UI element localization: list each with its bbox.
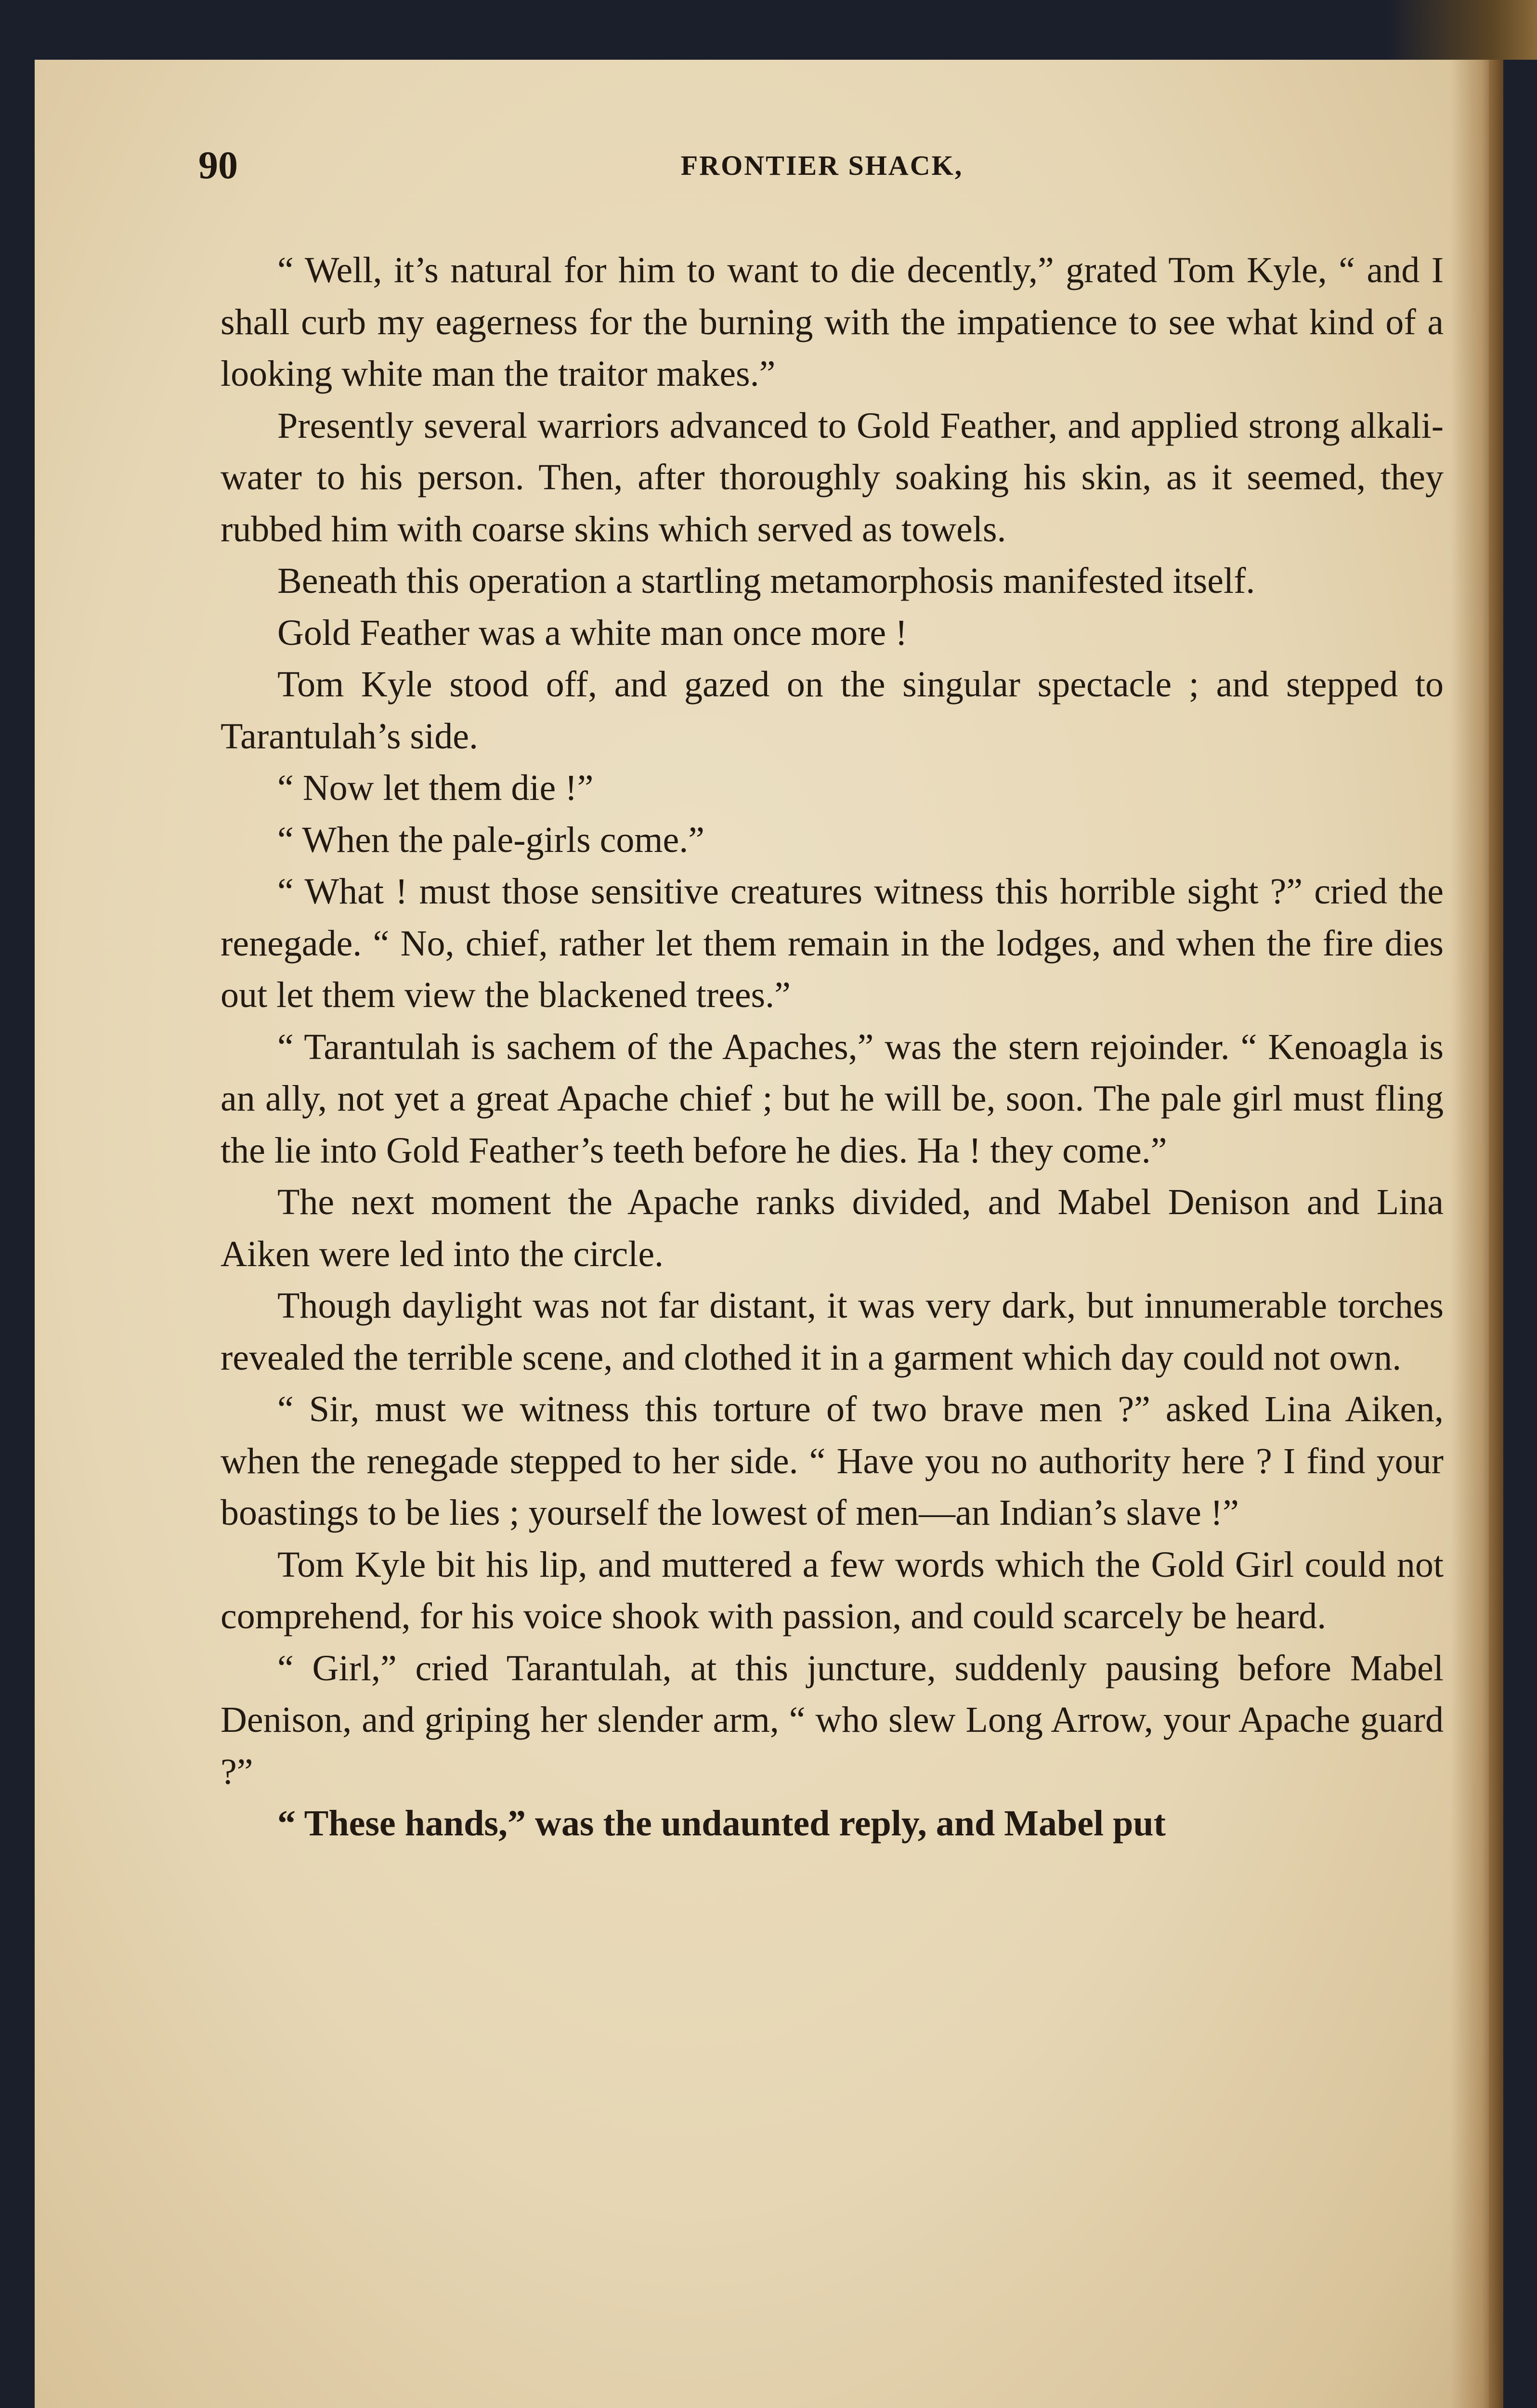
- paragraph: Presently several warriors advanced to Gold Feather, and applied strong alkali-water to his person. Then, after thoroughly soaking his skin, as it seemed, they rubbed him with coarse skins which served as towels.: [221, 405, 1444, 550]
- page-header: [198, 143, 1446, 196]
- paragraph: “ These hands,” was the undaunted reply, and Mabel put: [277, 1803, 1166, 1844]
- paragraph: Tom Kyle stood off, and gazed on the singular spectacle ; and stepped to Tarantulah’s side.: [221, 664, 1444, 757]
- page-number: 90: [198, 143, 238, 187]
- paragraph: Though daylight was not far distant, it was very dark, but innumerable torches revealed the terrible scene, and clothed it in a garment which day could not own.: [221, 1285, 1444, 1378]
- paragraph: “ Sir, must we witness this torture of two brave men ?” asked Lina Aiken, when the renegade stepped to her side. “ Have you no authority here ? I find your boastings to be lies ; yourself the lowest of men—an Indian’s slave !”: [221, 1389, 1444, 1533]
- paragraph: “ Tarantulah is sachem of the Apaches,” was the stern rejoinder. “ Kenoagla is an ally, not yet a great Apache chief ; but he will be, soon. The pale girl must fling the lie into Gold Feather’s teeth before he dies. Ha ! they come.”: [221, 1026, 1444, 1171]
- paragraph: “ Girl,” cried Tarantulah, at this juncture, suddenly pausing before Mabel Denison, and griping her slender arm, “ who slew Long Arrow, your Apache guard ?”: [221, 1648, 1444, 1792]
- paragraph: Gold Feather was a white man once more !: [277, 612, 908, 653]
- book-edge: [1387, 0, 1537, 60]
- body-text: [221, 245, 1444, 1850]
- running-head: FRONTIER SHACK,: [680, 150, 964, 181]
- paragraph: “ What ! must those sensitive creatures witness this horrible sight ?” cried the renegade. “ No, chief, rather let them remain in the lodges, and when the fire dies out let them view the blackened trees.”: [221, 871, 1444, 1015]
- paragraph: Beneath this operation a startling metamorphosis manifested itself.: [277, 561, 1255, 601]
- paragraph: “ When the pale-girls come.”: [277, 819, 704, 860]
- paragraph: “ Well, it’s natural for him to want to die decently,” grated Tom Kyle, “ and I shall curb my eagerness for the burning with the impatience to see what kind of a looking white man the traitor makes.”: [221, 250, 1444, 394]
- paragraph: Tom Kyle bit his lip, and muttered a few words which the Gold Girl could not comprehend, for his voice shook with passion, and could scarcely be heard.: [221, 1544, 1444, 1636]
- paragraph: The next moment the Apache ranks divided, and Mabel Denison and Lina Aiken were led into the circle.: [221, 1182, 1444, 1274]
- paragraph: “ Now let them die !”: [277, 768, 594, 808]
